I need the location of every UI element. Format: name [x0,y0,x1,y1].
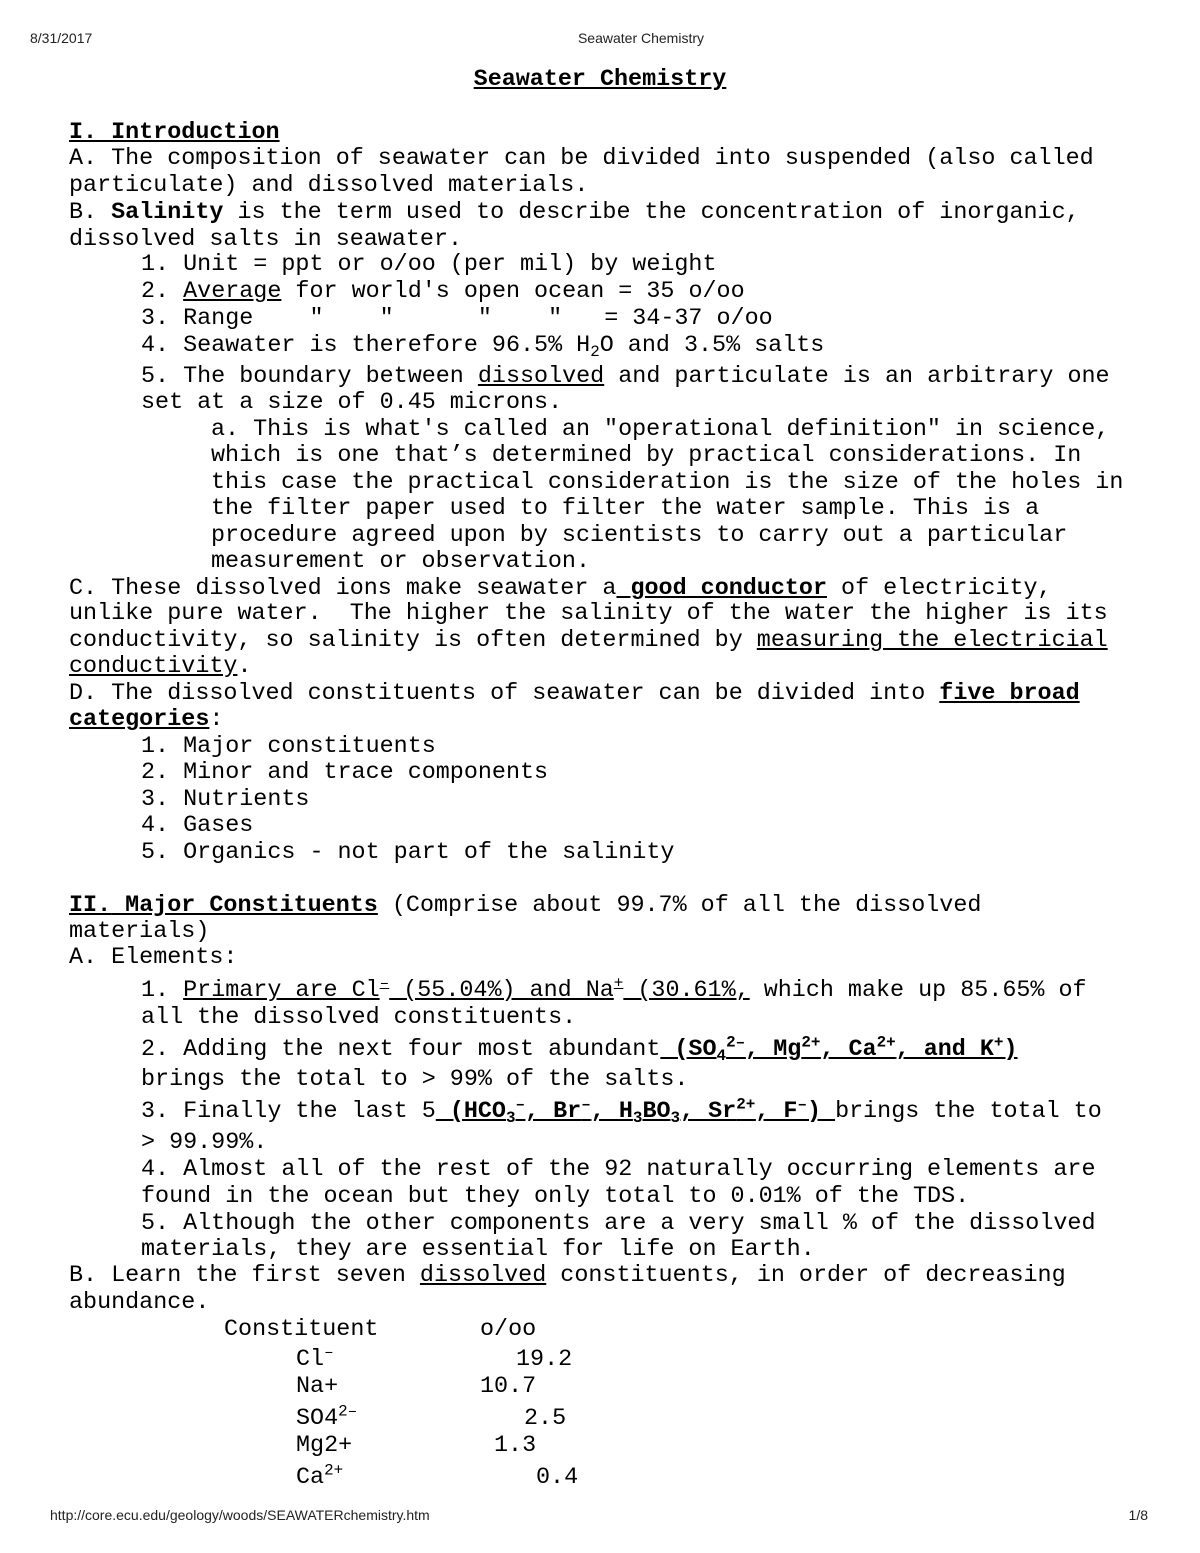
text: brings the total to [835,1099,1102,1125]
list-item: 1. Unit = ppt or o/oo (per mil) by weight [141,252,717,278]
list-item: 5. Although the other components are a very small % of the dissolved [141,1211,1096,1237]
text: Ca [296,1465,325,1491]
subscript: 4 [716,1046,727,1065]
text-line [69,707,223,733]
table-cell-value: 2.5 [524,1406,567,1432]
list-item [141,333,824,359]
text: which make up 85.65% of [749,978,1087,1004]
text: (55.04%) and Na [389,978,614,1004]
heading-text: Major Constituents [111,893,378,919]
superscript: – [581,1095,591,1114]
subscript: 3 [670,1108,681,1127]
term-salinity: Salinity [111,200,224,226]
list-item [141,364,1110,390]
list-item [141,1095,1102,1127]
list-item: > 99.99%. [141,1130,268,1156]
text: O and 3.5% salts [599,333,825,359]
superscript: + [613,974,624,993]
list-item: 3. Range " " " " = 34-37 o/oo [141,306,773,332]
text-line [69,200,1080,226]
list-item: 3. Nutrients [141,787,310,813]
text: BO [642,1099,671,1125]
list-item: found in the ocean but they only total to 0.01% of the TDS. [141,1184,970,1210]
text-line: A. Elements: [69,945,238,971]
table-cell-constituent [296,1343,334,1373]
heading-text: I. Introduction [69,120,280,146]
text: (HCO [435,1099,506,1125]
text: B. Learn the first seven [69,1263,420,1289]
superscript: – [515,1095,526,1114]
superscript: 2+ [876,1033,896,1052]
document-title [0,67,1200,93]
page-number: 1/8 [1128,1507,1148,1523]
text: for world's open ocean = 35 o/oo [281,279,745,305]
text-line: which is one that’s determined by practical considerations. In [211,443,1082,469]
text: of electricity, [827,576,1052,602]
list-item [141,974,1087,1004]
text: dissolved [419,1263,547,1289]
superscript: 2+ [736,1095,756,1114]
text-line [69,681,1080,707]
text: Cl [296,1347,325,1373]
text: SO4 [296,1406,339,1432]
table-cell-value: 19.2 [516,1347,573,1373]
text: conductivity, so salinity is often determined by [69,628,757,654]
text: 2. [141,279,184,305]
text: Average [183,279,282,305]
text-line: procedure agreed upon by scientists to carry out a particular [211,523,1068,549]
text-line: this case the practical consideration is the size of the holes in [211,470,1124,496]
print-date: 8/31/2017 [30,30,93,46]
text-line: the filter paper used to filter the water sample. This is a [211,496,1040,522]
text: good conductor [616,576,827,602]
table-cell-constituent: Na+ [296,1374,339,1400]
text-line [69,576,1052,602]
list-item: all the dissolved constituents. [141,1005,577,1031]
text-line: abundance. [69,1290,210,1316]
text: , and K [895,1037,994,1063]
text: 4. Seawater is therefore 96.5% H [141,333,591,359]
section-heading [69,120,280,146]
text-line: materials) [69,919,210,945]
text: categories [69,707,210,733]
subscript: 3 [505,1108,516,1127]
table-cell-constituent [296,1461,344,1491]
text: (SO [660,1037,717,1063]
text: measuring the electricial [756,628,1108,654]
table-cell-value: 0.4 [536,1465,579,1491]
list-item [141,279,745,305]
list-item: 1. Major constituents [141,734,436,760]
heading-number: II. [69,893,112,919]
text: , Br [525,1099,582,1125]
text: 5. The boundary between [141,364,478,390]
text: ) [806,1099,836,1125]
text-line: measurement or observation. [211,549,590,575]
subscript: 3 [632,1108,643,1127]
text: , Ca [820,1037,877,1063]
text: constituents, in order of decreasing [546,1263,1066,1289]
table-header-constituent: Constituent [224,1317,379,1343]
text-line: unlike pure water. The higher the salinity of the water the higher is its [69,601,1108,627]
text: : [209,707,224,733]
text-line [69,1263,1066,1289]
text: and particulate is an arbitrary one [604,364,1110,390]
superscript: – [324,1343,334,1362]
text-line: A. The composition of seawater can be divided into suspended (also called [69,146,1094,172]
text: dissolved [477,364,605,390]
text: (Comprise about 99.7% of all the dissolved [377,893,982,919]
text: B. [69,200,112,226]
text-line: particulate) and dissolved materials. [69,173,589,199]
superscript: 2– [726,1033,746,1052]
text: five broad [939,681,1080,707]
table-header-value: o/oo [480,1317,537,1343]
list-item: 5. Organics - not part of the salinity [141,840,675,866]
text: , Mg [745,1037,802,1063]
list-item: materials, they are essential for life on Earth. [141,1237,815,1263]
list-item: set at a size of 0.45 microns. [141,390,563,416]
text: , Sr [680,1099,737,1125]
superscript: 2– [338,1402,358,1421]
text: . [237,654,252,680]
text: 1. [141,978,184,1004]
text: conductivity [69,654,238,680]
superscript: – [379,974,390,993]
superscript: 2+ [324,1461,344,1480]
list-item: 4. Gases [141,813,254,839]
text: , H [590,1099,633,1125]
text: D. The dissolved constituents of seawater can be divided into [69,681,940,707]
text: is the term used to describe the concentration of inorganic, [223,200,1080,226]
text: ) [1003,1037,1018,1063]
superscript: – [797,1095,807,1114]
list-item [141,1033,1018,1065]
text: 2. Adding the next four most abundant [141,1037,661,1063]
title-text: Seawater Chemistry [473,67,727,93]
table-cell-value: 10.7 [480,1374,537,1400]
text-line [69,654,252,680]
text-line: a. This is what's called an "operational definition" in science, [211,417,1110,443]
table-cell-constituent: Mg2+ [296,1433,353,1459]
table-cell-value: 1.3 [494,1433,537,1459]
text: , F [755,1099,798,1125]
text: Primary are Cl [183,978,380,1004]
source-url[interactable]: http://core.ecu.edu/geology/woods/SEAWATERchemistry.htm [50,1507,430,1523]
list-item: brings the total to > 99% of the salts. [141,1067,689,1093]
text: C. These dissolved ions make seawater a [69,576,617,602]
list-item: 2. Minor and trace components [141,760,549,786]
list-item: 4. Almost all of the rest of the 92 naturally occurring elements are [141,1157,1096,1183]
superscript: 2+ [801,1033,821,1052]
text-line [69,628,1108,654]
table-cell-constituent [296,1402,358,1432]
superscript: + [993,1033,1004,1052]
subscript: 2 [590,342,600,361]
section-heading [69,893,981,919]
print-title: Seawater Chemistry [577,30,705,46]
text: (30.61%, [623,978,750,1004]
text: 3. Finally the last 5 [141,1099,436,1125]
text-line: dissolved salts in seawater. [69,227,463,253]
